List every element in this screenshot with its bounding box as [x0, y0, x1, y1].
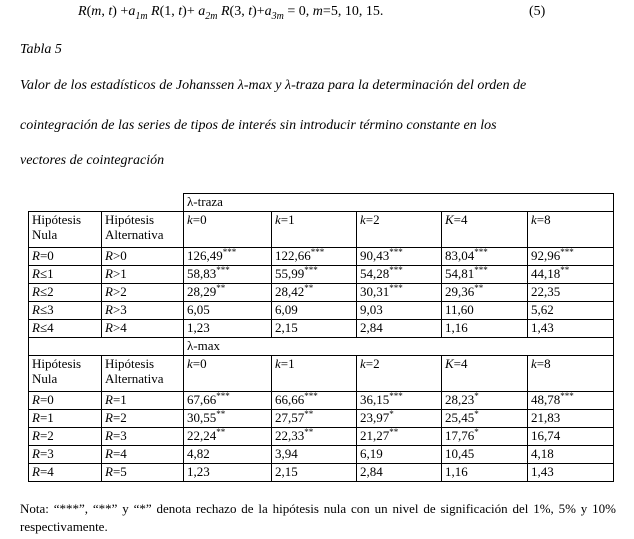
table-cell [272, 248, 357, 266]
table-cell [272, 392, 357, 410]
significance-stars: *** [474, 265, 488, 275]
table-cell [442, 410, 528, 428]
table-cell [357, 320, 442, 338]
stat-value: 5,62 [531, 302, 554, 317]
stat-value: 126,49 [187, 248, 223, 263]
table-cell [272, 464, 357, 482]
table-cell [184, 446, 272, 464]
stat-value: 1,16 [445, 464, 468, 479]
table-cell: R≤2 [29, 284, 102, 302]
table-cell [272, 302, 357, 320]
traza-column-header: Hipótesis Nula [29, 212, 102, 248]
traza-column-header: k=0 [184, 212, 272, 248]
stat-value: 2,84 [360, 464, 383, 479]
table-cell [442, 392, 528, 410]
stat-value: 44,18 [531, 266, 561, 281]
table-cell: R=3 [102, 428, 184, 446]
equation-number: (5) [529, 4, 546, 19]
table-cell: R>1 [102, 266, 184, 284]
max-column-header: k=2 [357, 356, 442, 392]
table-row [29, 464, 614, 482]
stat-value: 21,83 [531, 410, 561, 425]
table-row [29, 266, 614, 284]
significance-stars: ** [474, 283, 484, 293]
stat-value: 2,84 [360, 320, 383, 335]
max-column-header: k=8 [528, 356, 614, 392]
significance-stars: *** [560, 391, 574, 401]
stat-value: 2,15 [275, 464, 298, 479]
table-cell [528, 266, 614, 284]
stat-value: 1,43 [531, 320, 554, 335]
table-caption-line-1: Valor de los estadísticos de Johanssen λ-max y λ-traza para la determinación del orden de [20, 78, 527, 93]
stat-value: 10,45 [445, 446, 475, 461]
table-cell [442, 248, 528, 266]
significance-stars: *** [304, 265, 318, 275]
table-cell: R=5 [102, 464, 184, 482]
stat-value: 30,55 [187, 410, 217, 425]
table-cell [184, 248, 272, 266]
table-cell: R>3 [102, 302, 184, 320]
table-row [29, 302, 614, 320]
table-cell [357, 392, 442, 410]
stat-value: 6,09 [275, 302, 298, 317]
significance-stars: ** [389, 427, 399, 437]
table-cell [272, 428, 357, 446]
table-cell [442, 266, 528, 284]
stat-value: 55,99 [275, 266, 305, 281]
significance-stars: *** [389, 247, 403, 257]
stat-value: 17,76 [445, 428, 475, 443]
table-cell [528, 248, 614, 266]
table-cell [272, 410, 357, 428]
table-cell [357, 464, 442, 482]
stat-value: 36,15 [360, 392, 390, 407]
johansen-table [28, 193, 614, 482]
max-title-row [29, 338, 614, 356]
table-cell [442, 302, 528, 320]
table-cell [357, 428, 442, 446]
stat-value: 6,19 [360, 446, 383, 461]
significance-stars: *** [216, 391, 230, 401]
max-column-header: Hipótesis Alternativa [102, 356, 184, 392]
stat-value: 28,29 [187, 284, 217, 299]
table-row [29, 284, 614, 302]
table-label: Tabla 5 [20, 42, 62, 57]
table-cell [272, 266, 357, 284]
traza-column-header: K=4 [442, 212, 528, 248]
table-cell [357, 302, 442, 320]
stat-value: 54,28 [360, 266, 390, 281]
stat-value: 92,96 [531, 248, 561, 263]
significance-stars: ** [304, 409, 314, 419]
significance-stars: ** [216, 283, 226, 293]
stat-value: 4,18 [531, 446, 554, 461]
max-column-header: k=0 [184, 356, 272, 392]
significance-stars: ** [304, 427, 314, 437]
stat-value: 1,43 [531, 464, 554, 479]
table-cell: R=0 [29, 248, 102, 266]
max-column-header: k=1 [272, 356, 357, 392]
significance-stars: *** [560, 247, 574, 257]
stat-value: 122,66 [275, 248, 311, 263]
max-title-spacer [29, 338, 184, 356]
stat-value: 9,03 [360, 302, 383, 317]
traza-column-header: k=8 [528, 212, 614, 248]
table-cell [272, 320, 357, 338]
stat-value: 6,05 [187, 302, 210, 317]
table-cell: R≤4 [29, 320, 102, 338]
significance-stars: ** [216, 409, 226, 419]
table-cell [184, 428, 272, 446]
stat-value: 28,23 [445, 392, 475, 407]
table-cell [528, 410, 614, 428]
significance-stars: * [474, 409, 479, 419]
stat-value: 16,74 [531, 428, 561, 443]
table-cell: R>0 [102, 248, 184, 266]
significance-stars: *** [389, 265, 403, 275]
traza-header-row [29, 212, 614, 248]
table-cell [357, 446, 442, 464]
stat-value: 22,24 [187, 428, 217, 443]
significance-stars: *** [216, 265, 230, 275]
table-cell [528, 446, 614, 464]
stat-value: 58,83 [187, 266, 217, 281]
table-cell: R=2 [102, 410, 184, 428]
stat-value: 21,27 [360, 428, 390, 443]
table-cell [184, 392, 272, 410]
table-cell [528, 302, 614, 320]
traza-title-spacer [29, 194, 184, 212]
table-cell [357, 410, 442, 428]
table-cell [528, 464, 614, 482]
stat-value: 27,57 [275, 410, 305, 425]
stat-value: 1,16 [445, 320, 468, 335]
table-cell: R=3 [29, 446, 102, 464]
table-cell [357, 284, 442, 302]
stat-value: 1,23 [187, 464, 210, 479]
significance-stars: * [474, 391, 479, 401]
traza-column-header: k=1 [272, 212, 357, 248]
significance-stars: *** [389, 391, 403, 401]
equation: R(m, $t) +a_{1m}$ R(1, $t)+ a_{2m}$ R(3, $t)+a_{3m} = 0$, m=5, 10, 15. [78, 4, 384, 22]
significance-stars: *** [474, 247, 488, 257]
stat-value: 28,42 [275, 284, 305, 299]
stat-value: 22,35 [531, 284, 561, 299]
table-cell [184, 302, 272, 320]
table-cell [528, 428, 614, 446]
significance-stars: *** [222, 247, 237, 257]
traza-section-title: λ-traza [184, 194, 614, 212]
table-note: Nota: “***”, “**” y “*” denota rechazo de la hipótesis nula con un nivel de significación del 1%, 5% y 10% respectivamente. [20, 501, 616, 534]
table-cell [357, 248, 442, 266]
significance-stars: ** [304, 283, 314, 293]
significance-stars: ** [216, 427, 226, 437]
stat-value: 2,15 [275, 320, 298, 335]
traza-title-row [29, 194, 614, 212]
table-cell: R=4 [102, 446, 184, 464]
max-header-row [29, 356, 614, 392]
stat-value: 66,66 [275, 392, 305, 407]
stat-value: 11,60 [445, 302, 474, 317]
table-cell [528, 392, 614, 410]
table-cell: R=1 [102, 392, 184, 410]
table-cell: R=2 [29, 428, 102, 446]
table-cell [528, 320, 614, 338]
traza-column-header: k=2 [357, 212, 442, 248]
stat-value: 23,97 [360, 410, 390, 425]
table-cell [184, 410, 272, 428]
table-cell: R=1 [29, 410, 102, 428]
stat-value: 30,31 [360, 284, 390, 299]
stat-value: 48,78 [531, 392, 561, 407]
table-row [29, 320, 614, 338]
table-cell: R≤1 [29, 266, 102, 284]
table-cell [272, 284, 357, 302]
table-row [29, 428, 614, 446]
stat-value: 3,94 [275, 446, 298, 461]
table-caption-line-2: cointegración de las series de tipos de interés sin introducir término constante en los [20, 118, 497, 133]
significance-stars: * [474, 427, 479, 437]
stat-value: 54,81 [445, 266, 475, 281]
stat-value: 83,04 [445, 248, 475, 263]
table-cell [184, 284, 272, 302]
max-column-header: K=4 [442, 356, 528, 392]
table-cell: R>4 [102, 320, 184, 338]
significance-stars: *** [389, 283, 403, 293]
significance-stars: *** [304, 391, 318, 401]
table-cell [442, 284, 528, 302]
stat-value: 1,23 [187, 320, 210, 335]
table-cell [442, 464, 528, 482]
stat-value: 22,33 [275, 428, 305, 443]
table-cell [184, 266, 272, 284]
table-row [29, 446, 614, 464]
table-cell: R=0 [29, 392, 102, 410]
stat-value: 67,66 [187, 392, 217, 407]
stat-value: 29,36 [445, 284, 475, 299]
significance-stars: *** [310, 247, 325, 257]
table-cell: R=4 [29, 464, 102, 482]
table-row [29, 248, 614, 266]
table-cell [442, 320, 528, 338]
table-cell [528, 284, 614, 302]
traza-column-header: Hipótesis Alternativa [102, 212, 184, 248]
significance-stars: ** [560, 265, 570, 275]
stat-value: 4,82 [187, 446, 210, 461]
stat-value: 25,45 [445, 410, 475, 425]
table-cell [184, 320, 272, 338]
table-cell: R>2 [102, 284, 184, 302]
table-cell [357, 266, 442, 284]
max-section-title: λ-max [184, 338, 614, 356]
table-row [29, 410, 614, 428]
table-cell [272, 446, 357, 464]
max-column-header: Hipótesis Nula [29, 356, 102, 392]
stat-value: 90,43 [360, 248, 390, 263]
table-cell [184, 464, 272, 482]
table-cell [442, 446, 528, 464]
table-row [29, 392, 614, 410]
significance-stars: * [389, 409, 394, 419]
table-caption-line-3: vectores de cointegración [20, 153, 165, 168]
table-cell: R≤3 [29, 302, 102, 320]
table-cell [442, 428, 528, 446]
